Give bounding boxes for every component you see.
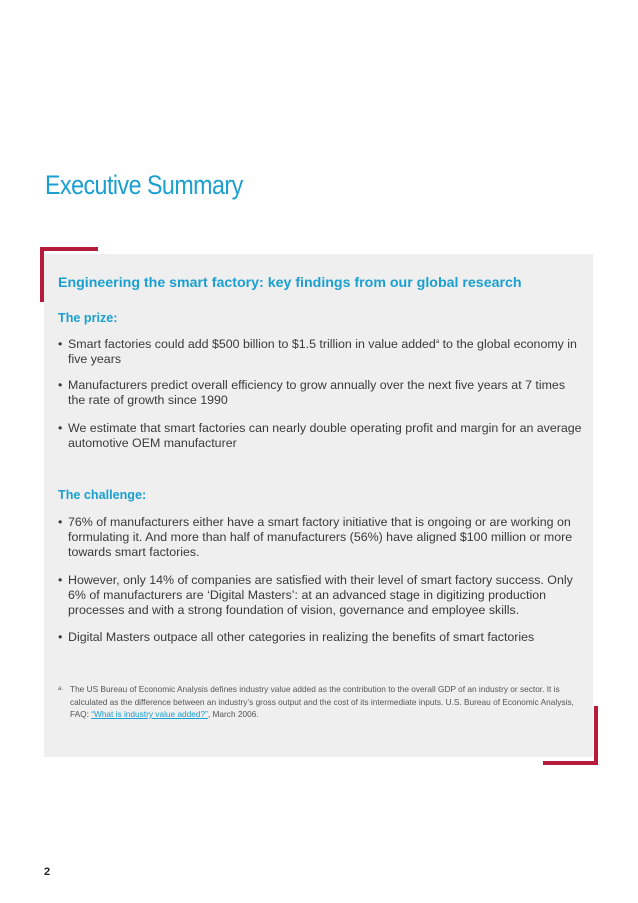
frame-corner-top-left xyxy=(40,247,98,251)
bullet-text: We estimate that smart factories can nearly double operating profit and margin for an average automotive OEM manufacturer xyxy=(68,421,582,450)
bullet-text: Smart factories could add $500 billion to $1.5 trillion in value added xyxy=(68,337,436,351)
bullet-text: Manufacturers predict overall efficiency to grow annually over the next five years at 7 times the rate of growth since 1990 xyxy=(68,378,566,407)
bullet-dot: • xyxy=(58,378,63,392)
bullet-text: 76% of manufacturers either have a smart factory initiative that is ongoing or are working on formulating it. And more than half of manufacturers (56%) have aligned $100 million or more towards smart factories. xyxy=(68,515,573,559)
footnote-marker: a. xyxy=(58,686,64,692)
bullet-item xyxy=(58,515,585,560)
bullet-item xyxy=(58,421,585,451)
bullet-dot: • xyxy=(58,337,63,351)
bullet-dot: • xyxy=(58,421,63,435)
footnote-link[interactable]: “What is industry value added?” xyxy=(91,709,208,719)
section-label-challenge: The challenge: xyxy=(58,488,147,502)
bullet-dot: • xyxy=(58,630,63,644)
bullet-text-cont: to the global economy in five years xyxy=(68,337,577,366)
findings-panel xyxy=(44,254,593,757)
footnote-text: The US Bureau of Economic Analysis defines industry value added as the contribution to the overall GDP of an industry or sector. It is calculated as the difference between an industry’s gross output and the cost of its intermediate inputs. U.S. Bureau of Economic Analysis, FAQ: xyxy=(70,684,574,719)
bullet-item xyxy=(58,573,585,618)
section-label-prize: The prize: xyxy=(58,311,118,325)
bullet-item xyxy=(58,630,585,645)
bullet-item xyxy=(58,378,585,408)
bullet-text: However, only 14% of companies are satisfied with their level of smart factory success. Only 6% of manufacturers are ‘Digital Masters’: at an advanced stage in digitizing production processes and with a strong foundation of vision, governance and employee skills. xyxy=(68,573,573,617)
bullet-dot: • xyxy=(58,515,63,529)
footnote xyxy=(58,683,588,721)
bullet-item xyxy=(58,337,585,367)
footnote-text-end: , March 2006. xyxy=(207,709,259,719)
bullet-text: Digital Masters outpace all other categories in realizing the benefits of smart factories xyxy=(68,630,535,644)
frame-corner-bottom-right xyxy=(543,761,598,765)
bullet-dot: • xyxy=(58,573,63,587)
footnote-ref: a xyxy=(435,338,440,345)
frame-corner-bottom-right-vertical xyxy=(594,706,598,765)
page-title: Executive Summary xyxy=(45,170,243,200)
page-number: 2 xyxy=(44,866,51,878)
frame-corner-top-left-vertical xyxy=(40,247,44,302)
panel-heading: Engineering the smart factory: key findings from our global research xyxy=(58,275,522,291)
